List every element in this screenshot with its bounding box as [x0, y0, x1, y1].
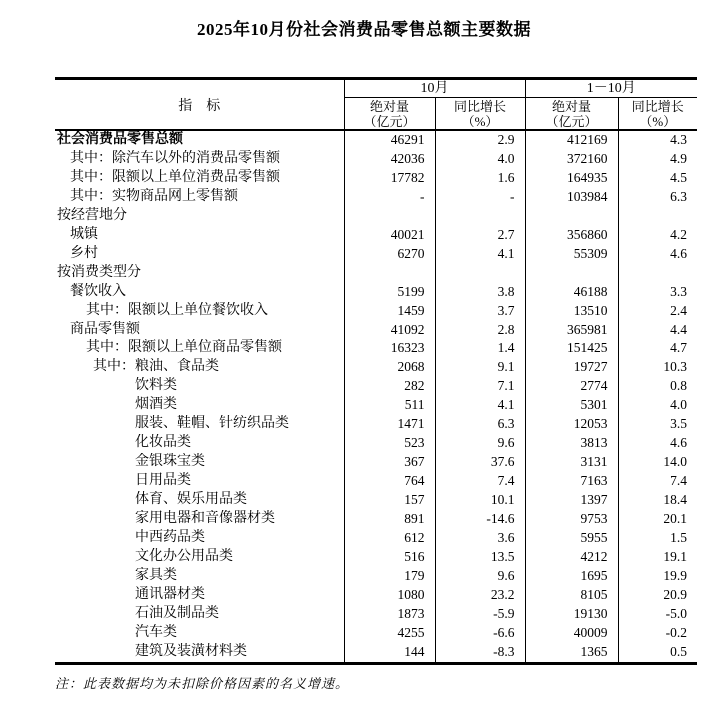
- cell-value: 1471: [344, 415, 435, 434]
- cell-value: 18.4: [618, 491, 697, 510]
- cell-value: 4.0: [435, 150, 525, 169]
- row-label: 通讯器材类: [135, 586, 205, 602]
- cell-value: 1397: [525, 491, 618, 510]
- table-body: [55, 130, 697, 663]
- table-row: [55, 150, 697, 169]
- cell-value: 1459: [344, 302, 435, 321]
- row-label: 家具类: [135, 567, 177, 583]
- row-label: 其中：实物商品网上零售额: [70, 188, 238, 204]
- table-row: [55, 207, 697, 226]
- table-row: [55, 510, 697, 529]
- cell-value: 46188: [525, 283, 618, 302]
- cell-value: 179: [344, 567, 435, 586]
- cell-value: -6.6: [435, 624, 525, 643]
- cell-value: 4.9: [618, 150, 697, 169]
- row-label: 乡村: [70, 245, 98, 261]
- cell-value: 4.2: [618, 226, 697, 245]
- cell-value: 511: [344, 396, 435, 415]
- column-header-line: （亿元）: [363, 113, 416, 129]
- column-header-line: 同比增长: [453, 98, 506, 114]
- cell-value: 7.1: [435, 377, 525, 396]
- cell-value: 367: [344, 453, 435, 472]
- cell-value: 4.1: [435, 396, 525, 415]
- row-label: 其中：粮油、食品类: [93, 359, 219, 375]
- retail-sales-table: [55, 77, 697, 665]
- row-label: 其中：限额以上单位商品零售额: [86, 340, 282, 356]
- cell-value: 4.6: [618, 245, 697, 264]
- table-row: [55, 245, 697, 264]
- cell-value: 42036: [344, 150, 435, 169]
- cell-value: [344, 207, 435, 226]
- table-row: [55, 358, 697, 377]
- table-row: [55, 415, 697, 434]
- column-header-line: （亿元）: [545, 113, 598, 129]
- cell-value: [344, 264, 435, 283]
- cell-value: 412169: [525, 130, 618, 150]
- cell-value: -0.2: [618, 624, 697, 643]
- row-label: 饮料类: [135, 378, 177, 394]
- table-row: [55, 169, 697, 188]
- table-row: [55, 643, 697, 663]
- row-label: 烟酒类: [135, 397, 177, 413]
- cell-value: 1365: [525, 643, 618, 663]
- row-label: 中西药品类: [135, 530, 205, 546]
- column-header-line: 绝对量: [369, 98, 409, 114]
- row-label: 建筑及装潢材料类: [135, 643, 247, 659]
- cell-value: 20.9: [618, 586, 697, 605]
- cell-value: 19.9: [618, 567, 697, 586]
- cell-value: 12053: [525, 415, 618, 434]
- cell-value: 10.1: [435, 491, 525, 510]
- cell-value: 891: [344, 510, 435, 529]
- cell-value: 14.0: [618, 453, 697, 472]
- header-group-jan-oct: 1－10月: [525, 79, 697, 98]
- cell-value: [618, 207, 697, 226]
- cell-value: 144: [344, 643, 435, 663]
- cell-value: -5.0: [618, 605, 697, 624]
- table-row: [55, 130, 697, 150]
- table-row: [55, 188, 697, 207]
- header-janoct-absolute: [525, 98, 618, 131]
- row-label: 金银珠宝类: [135, 454, 205, 470]
- table-row: [55, 453, 697, 472]
- row-label: 日用品类: [135, 473, 191, 489]
- cell-value: 3.6: [435, 529, 525, 548]
- cell-value: 37.6: [435, 453, 525, 472]
- cell-value: 17782: [344, 169, 435, 188]
- cell-value: 20.1: [618, 510, 697, 529]
- cell-value: 19727: [525, 358, 618, 377]
- cell-value: 16323: [344, 339, 435, 358]
- cell-value: 4.7: [618, 339, 697, 358]
- cell-value: 46291: [344, 130, 435, 150]
- cell-value: 356860: [525, 226, 618, 245]
- cell-value: 40009: [525, 624, 618, 643]
- table-row: [55, 377, 697, 396]
- cell-value: 4.4: [618, 321, 697, 340]
- header-indicator: 指 标: [55, 79, 344, 131]
- cell-value: 19130: [525, 605, 618, 624]
- row-label: 其中：限额以上单位餐饮收入: [86, 302, 268, 318]
- column-header-line: （%）: [639, 113, 677, 129]
- row-label: 其中：限额以上单位消费品零售额: [70, 169, 280, 185]
- cell-value: 13.5: [435, 548, 525, 567]
- table-row: [55, 586, 697, 605]
- cell-value: 3.3: [618, 283, 697, 302]
- cell-value: 9753: [525, 510, 618, 529]
- row-label: 城镇: [70, 226, 98, 242]
- cell-value: 151425: [525, 339, 618, 358]
- cell-value: 6.3: [435, 415, 525, 434]
- table-row: [55, 529, 697, 548]
- cell-value: -14.6: [435, 510, 525, 529]
- page-title: 2025年10月份社会消费品零售总额主要数据: [197, 20, 531, 39]
- cell-value: 4255: [344, 624, 435, 643]
- cell-value: 1.5: [618, 529, 697, 548]
- cell-value: 523: [344, 434, 435, 453]
- cell-value: 41092: [344, 321, 435, 340]
- cell-value: 5955: [525, 529, 618, 548]
- cell-value: -: [435, 188, 525, 207]
- cell-value: 9.1: [435, 358, 525, 377]
- header-oct-absolute: [344, 98, 435, 131]
- table-row: [55, 624, 697, 643]
- cell-value: 764: [344, 472, 435, 491]
- cell-value: 8105: [525, 586, 618, 605]
- cell-value: -: [344, 188, 435, 207]
- cell-value: 164935: [525, 169, 618, 188]
- cell-value: -8.3: [435, 643, 525, 663]
- cell-value: 4.3: [618, 130, 697, 150]
- cell-value: 157: [344, 491, 435, 510]
- table-row: [55, 226, 697, 245]
- cell-value: 3813: [525, 434, 618, 453]
- cell-value: 4212: [525, 548, 618, 567]
- row-label: 汽车类: [135, 624, 177, 640]
- cell-value: 2068: [344, 358, 435, 377]
- cell-value: 9.6: [435, 434, 525, 453]
- cell-value: 365981: [525, 321, 618, 340]
- row-label: 体育、娱乐用品类: [135, 492, 247, 508]
- cell-value: 9.6: [435, 567, 525, 586]
- table-row: [55, 605, 697, 624]
- cell-value: 1080: [344, 586, 435, 605]
- cell-value: 19.1: [618, 548, 697, 567]
- table-row: [55, 434, 697, 453]
- row-label: 其中：除汽车以外的消费品零售额: [70, 150, 280, 166]
- cell-value: 4.1: [435, 245, 525, 264]
- cell-value: 2.4: [618, 302, 697, 321]
- table-row: [55, 321, 697, 340]
- row-label: 商品零售额: [70, 321, 140, 337]
- cell-value: 3.5: [618, 415, 697, 434]
- cell-value: 6270: [344, 245, 435, 264]
- row-label: 文化办公用品类: [135, 548, 233, 564]
- column-header-line: （%）: [461, 113, 499, 129]
- header-janoct-growth: [618, 98, 697, 131]
- cell-value: [525, 207, 618, 226]
- cell-value: 1873: [344, 605, 435, 624]
- cell-value: 0.8: [618, 377, 697, 396]
- row-label: 按消费类型分: [57, 264, 141, 280]
- cell-value: [618, 264, 697, 283]
- cell-value: [435, 264, 525, 283]
- cell-value: 2.7: [435, 226, 525, 245]
- header-oct-growth: [435, 98, 525, 131]
- cell-value: 40021: [344, 226, 435, 245]
- table-row: [55, 472, 697, 491]
- table-row: [55, 396, 697, 415]
- column-header-line: 绝对量: [551, 98, 591, 114]
- cell-value: 1695: [525, 567, 618, 586]
- row-label: 餐饮收入: [70, 283, 126, 299]
- row-label: 服装、鞋帽、针纺织品类: [135, 416, 289, 432]
- cell-value: 3131: [525, 453, 618, 472]
- cell-value: 5301: [525, 396, 618, 415]
- table-row: [55, 302, 697, 321]
- cell-value: 4.6: [618, 434, 697, 453]
- cell-value: 55309: [525, 245, 618, 264]
- cell-value: 7.4: [435, 472, 525, 491]
- cell-value: -5.9: [435, 605, 525, 624]
- cell-value: 282: [344, 377, 435, 396]
- cell-value: 516: [344, 548, 435, 567]
- footnote: 注：此表数据均为未扣除价格因素的名义增速。: [55, 676, 350, 692]
- cell-value: 4.0: [618, 396, 697, 415]
- cell-value: 23.2: [435, 586, 525, 605]
- column-header-line: 同比增长: [631, 98, 684, 114]
- cell-value: 2774: [525, 377, 618, 396]
- cell-value: 10.3: [618, 358, 697, 377]
- cell-value: 0.5: [618, 643, 697, 663]
- header-row-groups: [55, 79, 697, 98]
- cell-value: 612: [344, 529, 435, 548]
- cell-value: 1.6: [435, 169, 525, 188]
- table-row: [55, 548, 697, 567]
- cell-value: 103984: [525, 188, 618, 207]
- row-label: 按经营地分: [57, 207, 127, 223]
- cell-value: 3.8: [435, 283, 525, 302]
- row-label: 社会消费品零售总额: [57, 132, 183, 147]
- cell-value: 3.7: [435, 302, 525, 321]
- table-row: [55, 264, 697, 283]
- table-row: [55, 567, 697, 586]
- cell-value: 2.8: [435, 321, 525, 340]
- cell-value: 7.4: [618, 472, 697, 491]
- cell-value: 4.5: [618, 169, 697, 188]
- cell-value: 6.3: [618, 188, 697, 207]
- row-label: 石油及制品类: [135, 605, 219, 621]
- cell-value: 1.4: [435, 339, 525, 358]
- cell-value: 372160: [525, 150, 618, 169]
- cell-value: 7163: [525, 472, 618, 491]
- cell-value: [435, 207, 525, 226]
- row-label: 家用电器和音像器材类: [135, 511, 275, 527]
- table-row: [55, 491, 697, 510]
- cell-value: 13510: [525, 302, 618, 321]
- cell-value: [525, 264, 618, 283]
- table-row: [55, 339, 697, 358]
- table-header: [55, 79, 697, 131]
- cell-value: 5199: [344, 283, 435, 302]
- cell-value: 2.9: [435, 130, 525, 150]
- row-label: 化妆品类: [135, 435, 191, 451]
- header-group-october: 10月: [344, 79, 525, 98]
- table-row: [55, 283, 697, 302]
